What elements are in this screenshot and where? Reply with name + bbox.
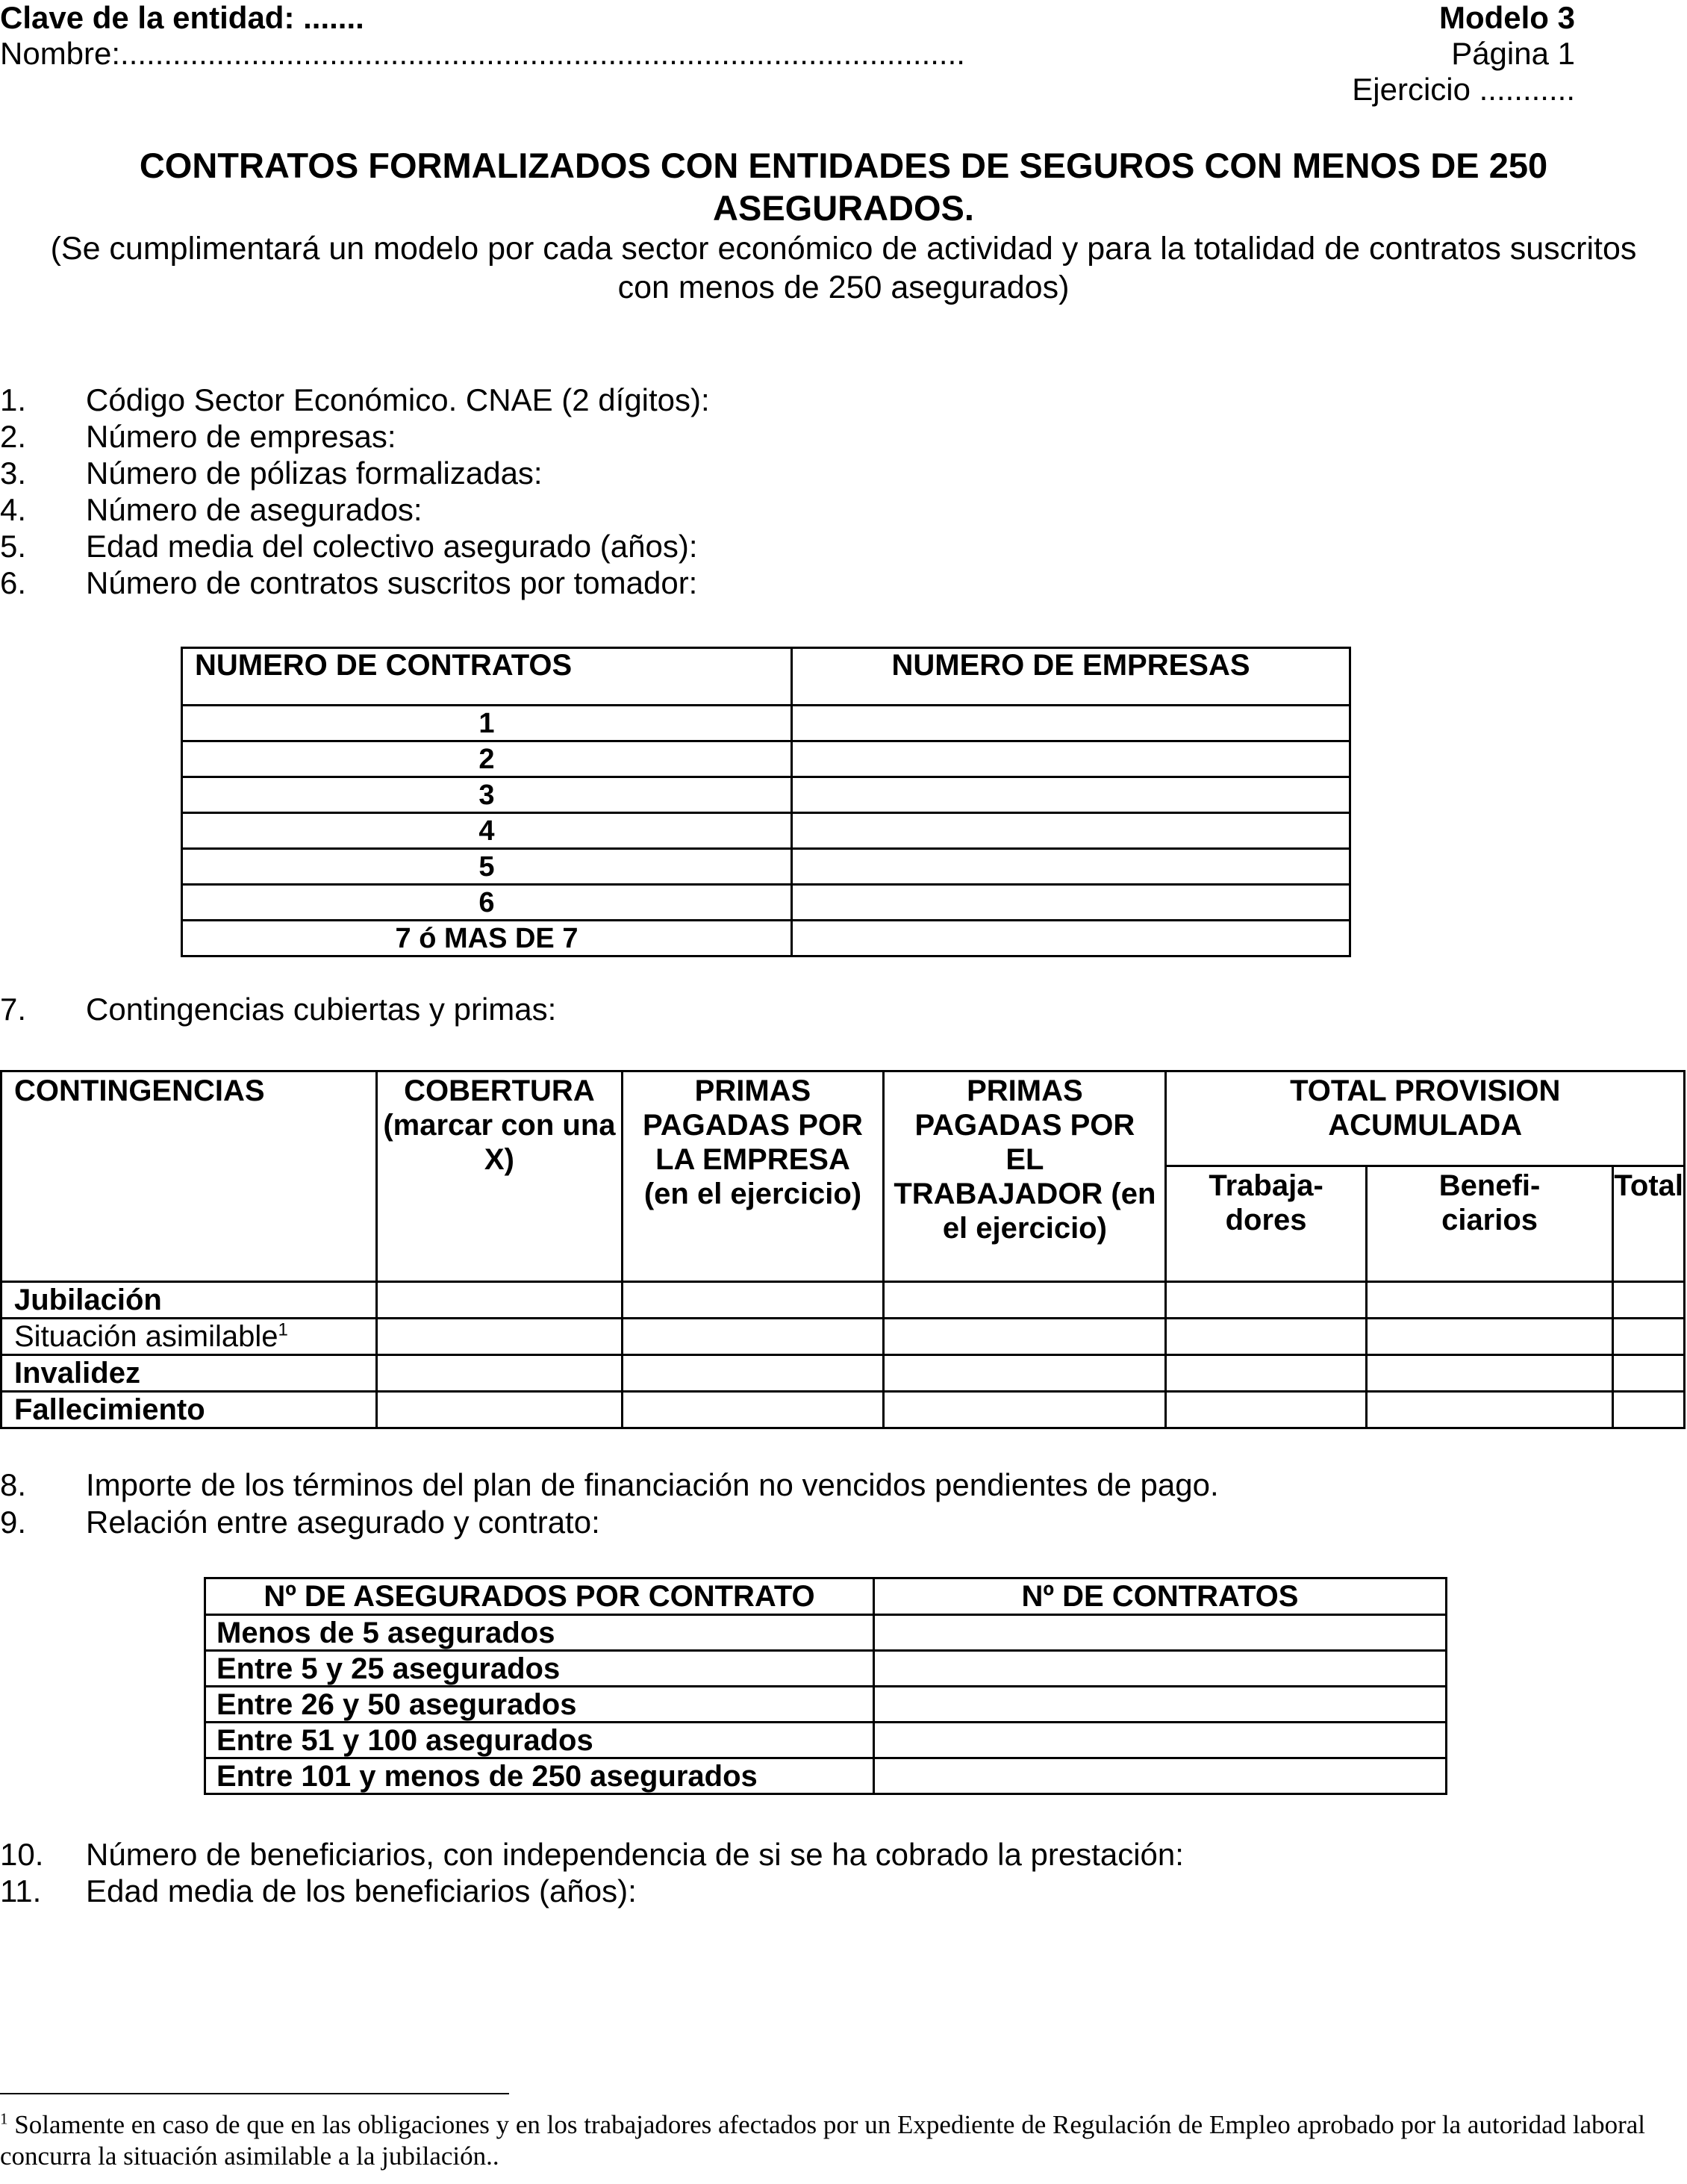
table-row xyxy=(205,1651,1447,1687)
column-header-line: TRABAJADOR (en el ejercicio) xyxy=(894,1177,1156,1245)
list-item: 7. Contingencias cubiertas y primas: xyxy=(0,992,557,1027)
table-row xyxy=(205,1687,1447,1723)
input-cell[interactable] xyxy=(377,1392,622,1428)
input-cell[interactable] xyxy=(884,1392,1166,1428)
entity-key-label: Clave de la entidad: ....... xyxy=(0,0,364,35)
table-cell: Entre 101 y menos de 250 asegurados xyxy=(205,1758,874,1794)
table-row xyxy=(182,885,1350,921)
column-header-line: PRIMAS PAGADAS POR EL xyxy=(914,1074,1135,1176)
column-header: Total xyxy=(1613,1166,1685,1282)
input-cell[interactable] xyxy=(1166,1355,1366,1392)
input-cell[interactable] xyxy=(884,1319,1166,1355)
input-cell[interactable] xyxy=(884,1282,1166,1319)
table-cell: Entre 26 y 50 asegurados xyxy=(205,1687,874,1723)
table-row xyxy=(182,741,1350,777)
footnote-divider xyxy=(0,2093,509,2094)
page-subtitle: (Se cumplimentará un modelo por cada sector económico de actividad y para la totalidad de contratos suscritos con menos de 250 asegurados) xyxy=(50,231,1637,305)
table-cell: Situación asimilable$^1$ xyxy=(1,1319,377,1355)
list-item: 4. Número de asegurados: xyxy=(0,492,422,527)
table-row xyxy=(1,1319,1685,1355)
table-cell: Invalidez xyxy=(1,1355,377,1392)
footnote-marker: 1 xyxy=(0,2109,8,2128)
column-header: PRIMAS PAGADAS POR LA EMPRESA (en el ejercicio) xyxy=(622,1071,884,1282)
table-cell: 3 xyxy=(182,777,792,813)
footnote xyxy=(0,2109,1672,2172)
table-row xyxy=(182,921,1350,956)
input-cell[interactable] xyxy=(1613,1282,1685,1319)
page-title: CONTRATOS FORMALIZADOS CON ENTIDADES DE SEGUROS CON MENOS DE 250 ASEGURADOS. xyxy=(139,146,1548,228)
table-cell: 4 xyxy=(182,813,792,849)
table-cell: 7 ó MAS DE 7 xyxy=(182,921,792,956)
table-row xyxy=(1,1355,1685,1392)
input-cell[interactable] xyxy=(874,1687,1447,1723)
table-row xyxy=(205,1615,1447,1651)
column-header: COBERTURA (marcar con una X) xyxy=(377,1071,622,1282)
input-cell[interactable] xyxy=(1166,1392,1366,1428)
input-cell[interactable] xyxy=(874,1615,1447,1651)
table-cell: Menos de 5 asegurados xyxy=(205,1615,874,1651)
footnote-marker: 1 xyxy=(278,1319,288,1340)
input-cell[interactable] xyxy=(1613,1392,1685,1428)
input-cell[interactable] xyxy=(874,1651,1447,1687)
table-row xyxy=(182,813,1350,849)
column-header: CONTINGENCIAS xyxy=(1,1071,377,1282)
input-cell[interactable] xyxy=(874,1758,1447,1794)
list-item: 10. Número de beneficiarios, con independencia de si se ha cobrado la prestación: xyxy=(0,1837,1184,1872)
column-header: Nº DE CONTRATOS xyxy=(874,1578,1447,1615)
list-item: 5. Edad media del colectivo asegurado (años): xyxy=(0,529,698,564)
table-row xyxy=(1,1282,1685,1319)
input-cell[interactable] xyxy=(1366,1392,1613,1428)
table-cell: Fallecimiento xyxy=(1,1392,377,1428)
input-cell[interactable] xyxy=(792,849,1350,885)
column-header: NUMERO DE CONTRATOS xyxy=(182,648,792,706)
input-cell[interactable] xyxy=(874,1723,1447,1758)
input-cell[interactable] xyxy=(1613,1319,1685,1355)
list-item: 6. Número de contratos suscritos por tomador: xyxy=(0,565,698,600)
contracts-table xyxy=(181,647,1351,957)
table-cell: Jubilación xyxy=(1,1282,377,1319)
insured-per-contract-table xyxy=(204,1577,1447,1795)
table-cell: 1 xyxy=(182,706,792,741)
column-header: NUMERO DE EMPRESAS xyxy=(792,648,1350,706)
column-header: Nº DE ASEGURADOS POR CONTRATO xyxy=(205,1578,874,1615)
list-item: 8. Importe de los términos del plan de financiación no vencidos pendientes de pago. xyxy=(0,1467,1219,1502)
input-cell[interactable] xyxy=(792,921,1350,956)
model-label: Modelo 3 xyxy=(1438,0,1575,35)
column-header: Benefi-ciarios xyxy=(1366,1166,1613,1282)
input-cell[interactable] xyxy=(1166,1282,1366,1319)
table-row xyxy=(205,1723,1447,1758)
contingencies-table xyxy=(0,1070,1686,1429)
input-cell[interactable] xyxy=(792,777,1350,813)
list-item: 2. Número de empresas: xyxy=(0,419,396,454)
table-cell: Entre 51 y 100 asegurados xyxy=(205,1723,874,1758)
column-header: TOTAL PROVISION ACUMULADA xyxy=(1166,1071,1685,1166)
table-row xyxy=(182,706,1350,741)
list-item: 3. Número de pólizas formalizadas: xyxy=(0,455,543,491)
page-label: Página 1 xyxy=(1451,36,1575,71)
table-row xyxy=(1,1392,1685,1428)
input-cell[interactable] xyxy=(1613,1355,1685,1392)
table-cell: 5 xyxy=(182,849,792,885)
table-cell: 2 xyxy=(182,741,792,777)
input-cell[interactable] xyxy=(1366,1319,1613,1355)
table-row xyxy=(182,849,1350,885)
table-cell: 6 xyxy=(182,885,792,921)
input-cell[interactable] xyxy=(1366,1282,1613,1319)
name-label: Nombre:................................................................................................. xyxy=(0,36,965,71)
fiscal-year-label: Ejercicio ........... xyxy=(1352,72,1575,107)
column-header: Trabaja-dores xyxy=(1166,1166,1366,1282)
input-cell[interactable] xyxy=(792,885,1350,921)
input-cell[interactable] xyxy=(792,706,1350,741)
input-cell[interactable] xyxy=(1366,1355,1613,1392)
input-cell[interactable] xyxy=(792,741,1350,777)
input-cell[interactable] xyxy=(377,1355,622,1392)
footnote-text: Solamente en caso de que en las obligaciones y en los trabajadores afectados por un Expediente de Regulación de Empleo aprobado por la autoridad laboral concurra la situación asimilable a la jubilación.. xyxy=(0,2110,1646,2171)
input-cell[interactable] xyxy=(622,1355,884,1392)
list-item: 1. Código Sector Económico. CNAE (2 dígitos): xyxy=(0,382,710,417)
input-cell[interactable] xyxy=(622,1319,884,1355)
input-cell[interactable] xyxy=(884,1355,1166,1392)
table-row xyxy=(205,1758,1447,1794)
table-row xyxy=(182,777,1350,813)
input-cell[interactable] xyxy=(377,1319,622,1355)
input-cell[interactable] xyxy=(1166,1319,1366,1355)
column-header xyxy=(884,1071,1166,1282)
table-cell: Entre 5 y 25 asegurados xyxy=(205,1651,874,1687)
input-cell[interactable] xyxy=(792,813,1350,849)
list-item: 9. Relación entre asegurado y contrato: xyxy=(0,1505,600,1540)
input-cell[interactable] xyxy=(622,1282,884,1319)
input-cell[interactable] xyxy=(622,1392,884,1428)
list-item: 11. Edad media de los beneficiarios (años): xyxy=(0,1873,637,1908)
input-cell[interactable] xyxy=(377,1282,622,1319)
